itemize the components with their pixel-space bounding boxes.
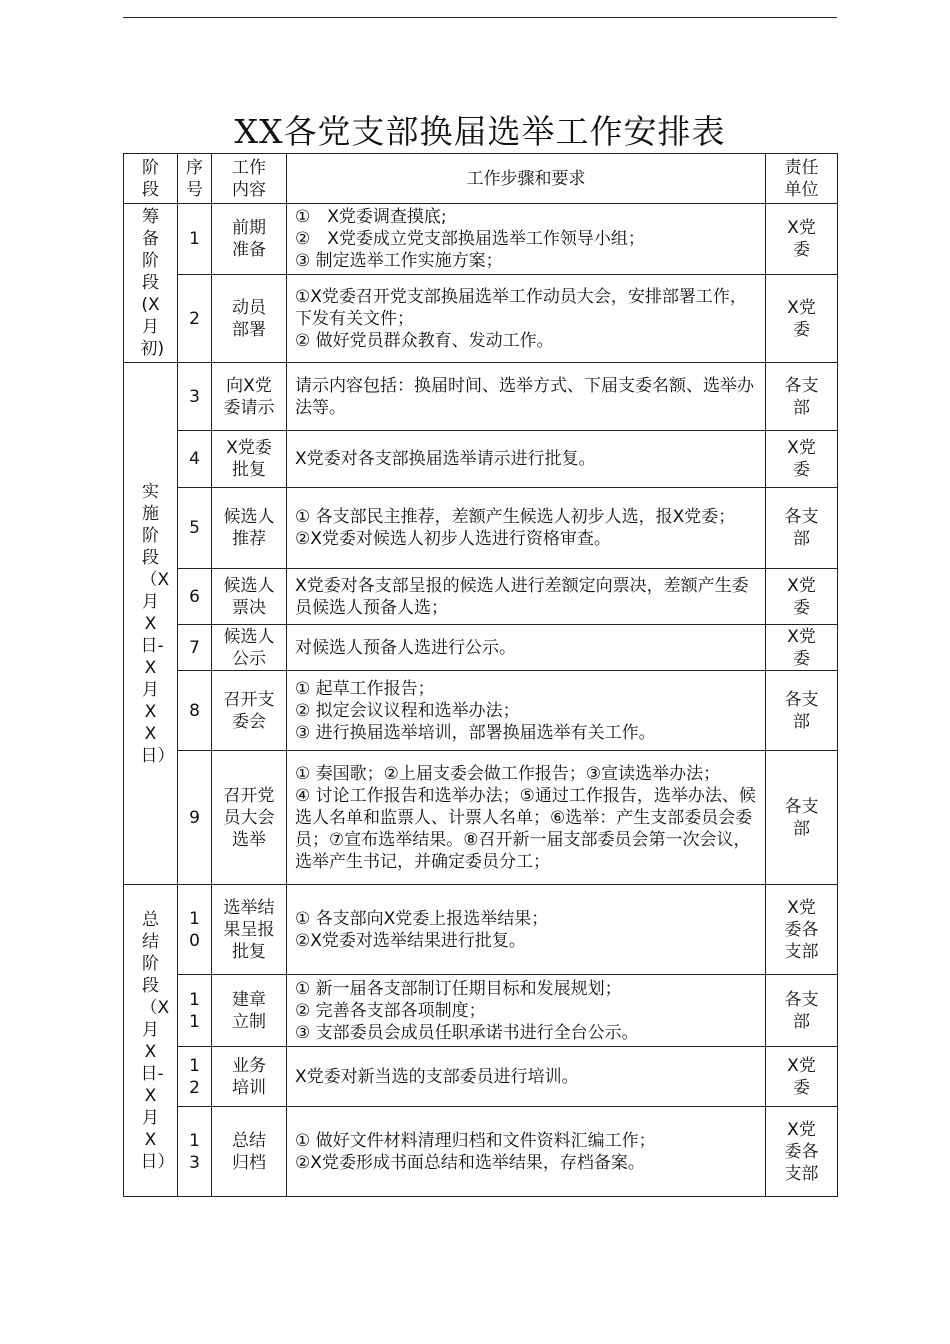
header-seq: 序号 <box>178 154 212 204</box>
steps-cell <box>287 751 766 885</box>
step-line: ② 完善各支部各项制度； <box>295 1000 486 1021</box>
step-line: ② 做好党员群众教育、发动工作。 <box>295 330 554 351</box>
content-cell: 选举结果呈报批复 <box>212 885 287 975</box>
step-line: ②X党委形成书面总结和选举结果，存档备案。 <box>295 1152 645 1173</box>
steps-cell <box>287 671 766 751</box>
step-line: 请示内容包括：换届时间、选举方式、下届支委名额、选举办法等。 <box>295 375 754 418</box>
table-row <box>124 751 838 885</box>
content-cell: 建章立制 <box>212 975 287 1047</box>
step-line: 对候选人预备人选进行公示。 <box>295 637 516 658</box>
step-line: ① 奏国歌；②上届支委会做工作报告；③宣读选举办法； <box>295 763 721 784</box>
stage-cell-prep: 筹备阶段(X月初) <box>124 204 178 363</box>
content-cell: 前期准备 <box>212 204 287 275</box>
step-line: ① 各支部向X党委上报选举结果； <box>295 908 549 929</box>
step-line: ②X党委对选举结果进行批复。 <box>295 930 526 951</box>
table-row <box>124 625 838 671</box>
page-title: XX各党支部换届选举工作安排表 <box>234 112 726 151</box>
content-cell: 业务培训 <box>212 1047 287 1107</box>
step-line: ① 做好文件材料清理归档和文件资料汇编工作； <box>295 1130 656 1151</box>
content-cell: X党委批复 <box>212 431 287 488</box>
seq-cell: 6 <box>178 569 212 625</box>
seq-cell: 5 <box>178 488 212 569</box>
step-line: ③ 制定选举工作实施方案； <box>295 251 503 271</box>
seq-cell: 13 <box>178 1107 212 1197</box>
unit-cell: X党委 <box>766 569 838 625</box>
steps-cell <box>287 275 766 363</box>
seq-cell: 11 <box>178 975 212 1047</box>
content-cell: 候选人公示 <box>212 625 287 671</box>
step-line: ① 新一届各支部制订任期目标和发展规划； <box>295 978 622 999</box>
seq-cell: 10 <box>178 885 212 975</box>
header-row <box>124 154 838 204</box>
seq-cell: 3 <box>178 363 212 431</box>
schedule-table <box>123 153 838 1197</box>
content-cell: 候选人推荐 <box>212 488 287 569</box>
steps-cell <box>287 488 766 569</box>
steps-cell <box>287 569 766 625</box>
step-line: ②X党委对候选人初步人选进行资格审查。 <box>295 529 611 549</box>
content-cell: 召开党员大会选举 <box>212 751 287 885</box>
unit-cell: X党委 <box>766 204 838 275</box>
seq-cell: 4 <box>178 431 212 488</box>
header-steps: 工作步骤和要求 <box>287 154 766 204</box>
seq-cell: 1 <box>178 204 212 275</box>
steps-cell <box>287 1047 766 1107</box>
step-line: ① 各支部民主推荐，差额产生候选人初步人选，报X党委； <box>295 507 736 527</box>
header-stage: 阶段 <box>124 154 178 204</box>
stage-cell-implement: 实施阶段（X月X日-X月XX日） <box>124 363 178 885</box>
seq-cell: 7 <box>178 625 212 671</box>
steps-cell <box>287 204 766 275</box>
unit-cell: X党委 <box>766 625 838 671</box>
unit-cell: X党委 <box>766 431 838 488</box>
unit-cell: 各支部 <box>766 671 838 751</box>
header-unit: 责任单位 <box>766 154 838 204</box>
content-cell: 总结归档 <box>212 1107 287 1197</box>
unit-cell: 各支部 <box>766 488 838 569</box>
unit-cell: 各支部 <box>766 751 838 885</box>
table-row <box>124 975 838 1047</box>
step-line: X党委对各支部呈报的候选人进行差额定向票决，差额产生委员候选人预备人选； <box>295 575 749 618</box>
table-row <box>124 488 838 569</box>
unit-cell: 各支部 <box>766 975 838 1047</box>
seq-cell: 8 <box>178 671 212 751</box>
unit-cell: X党委各支部 <box>766 885 838 975</box>
table-row <box>124 569 838 625</box>
table-row <box>124 363 838 431</box>
table-row <box>124 431 838 488</box>
seq-cell: 2 <box>178 275 212 363</box>
content-cell: 向X党委请示 <box>212 363 287 431</box>
steps-cell <box>287 975 766 1047</box>
steps-cell <box>287 363 766 431</box>
content-cell: 候选人票决 <box>212 569 287 625</box>
step-line: X党委对各支部换届选举请示进行批复。 <box>295 449 596 469</box>
top-rule <box>123 17 837 18</box>
table-row <box>124 1047 838 1107</box>
unit-cell: 各支部 <box>766 363 838 431</box>
step-line: ①X党委召开党支部换届选举工作动员大会，安排部署工作，下发有关文件； <box>295 286 747 329</box>
unit-cell: X党委 <box>766 1047 838 1107</box>
header-content: 工作内容 <box>212 154 287 204</box>
table-row <box>124 671 838 751</box>
steps-cell <box>287 1107 766 1197</box>
table-row <box>124 204 838 275</box>
content-cell: 动员部署 <box>212 275 287 363</box>
unit-cell: X党委各支部 <box>766 1107 838 1197</box>
unit-cell: X党委 <box>766 275 838 363</box>
step-line: ① 起草工作报告； <box>295 678 435 699</box>
content-cell: 召开支委会 <box>212 671 287 751</box>
step-line: ④ 讨论工作报告和选举办法；⑤通过工作报告，选举办法、候选人名单和监票人、计票人名单；⑥选举：产生支部委员会委员；⑦宣布选举结果。⑧召开新一届支部委员会第一次会议，选举产生书记，并确定委员分工； <box>295 785 756 872</box>
step-line: X党委对新当选的支部委员进行培训。 <box>295 1066 579 1087</box>
steps-cell <box>287 885 766 975</box>
step-line: ② 拟定会议议程和选举办法； <box>295 700 520 721</box>
steps-cell <box>287 625 766 671</box>
step-line: ③ 进行换届选举培训，部署换届选举有关工作。 <box>295 722 656 743</box>
table-row <box>124 1107 838 1197</box>
table-row <box>124 885 838 975</box>
step-line: ② X党委成立党支部换届选举工作领导小组； <box>295 229 645 249</box>
step-line: ③ 支部委员会成员任职承诺书进行全台公示。 <box>295 1022 639 1043</box>
seq-cell: 12 <box>178 1047 212 1107</box>
step-line: ① X党委调查摸底; <box>295 207 447 227</box>
steps-cell <box>287 431 766 488</box>
stage-cell-summary: 总结阶段（X月X日-X月X日） <box>124 885 178 1197</box>
table-row <box>124 275 838 363</box>
seq-cell: 9 <box>178 751 212 885</box>
